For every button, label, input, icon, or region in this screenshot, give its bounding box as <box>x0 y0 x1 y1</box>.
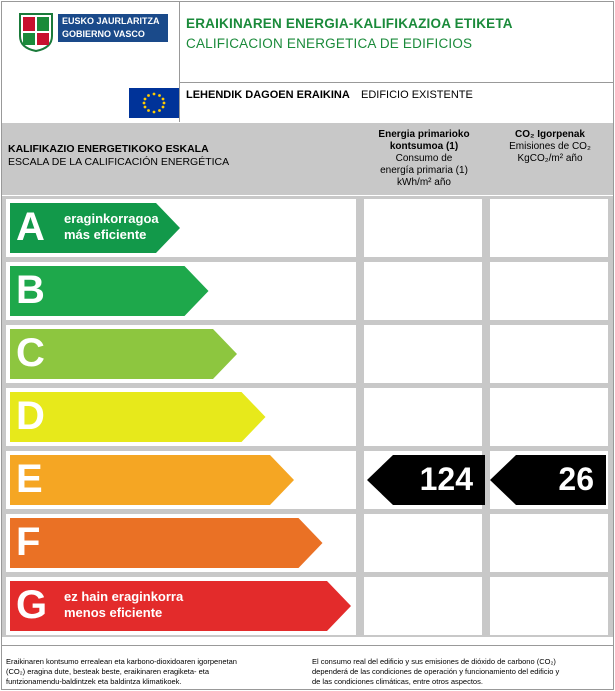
energy-cell <box>364 388 482 446</box>
energy-cell <box>364 199 482 257</box>
energy-cell <box>364 325 482 383</box>
rating-letter: C <box>16 331 45 375</box>
co2-column-header <box>488 129 612 165</box>
rating-bar-a <box>10 203 180 253</box>
energy-indicator <box>367 455 485 505</box>
title-basque: ERAIKINAREN ENERGIA-KALIFIKAZIOA ETIKETA <box>186 16 513 31</box>
footer-es-line1: El consumo real del edificio y sus emisiones de dióxido de carbono (CO₂) <box>312 657 556 666</box>
rating-bar-f <box>10 518 323 568</box>
header-divider <box>179 82 613 83</box>
rating-bar-g <box>10 581 351 631</box>
header-divider-vertical <box>179 2 180 122</box>
energy-cell <box>364 262 482 320</box>
energy-header-line5: kWh/m² año <box>397 177 451 188</box>
footer-note-spanish <box>312 657 607 687</box>
building-type-basque: LEHENDIK DAGOEN ERAIKINA <box>186 89 350 101</box>
logo-line1: EUSKO JAURLARITZA <box>62 16 160 26</box>
co2-cell <box>490 577 608 635</box>
footer-note-basque <box>6 657 301 687</box>
co2-header-line2: Emisiones de CO₂ <box>509 141 591 152</box>
rating-letter: F <box>16 520 41 564</box>
basque-government-emblem-icon <box>16 10 56 52</box>
energy-header-line1: Energia primarioko <box>378 129 470 140</box>
title-spanish: CALIFICACION ENERGETICA DE EDIFICIOS <box>186 36 473 51</box>
rating-letter: E <box>16 457 43 501</box>
energy-header-line4: energía primaria (1) <box>380 165 468 176</box>
rating-letter: G <box>16 583 48 627</box>
logo-box <box>2 2 180 82</box>
rating-letter: D <box>16 394 45 438</box>
footer-eu-line3: funtzionamendu-baldintzek eta baldintza klimatikoek. <box>6 677 182 686</box>
co2-cell <box>490 388 608 446</box>
energy-cell <box>364 577 482 635</box>
scale-title-basque: KALIFIKAZIO ENERGETIKOKO ESKALA <box>8 143 209 155</box>
co2-cell <box>490 262 608 320</box>
co2-header-line3: KgCO₂/m² año <box>517 153 583 164</box>
footer-es-line3: de las condiciones climáticas, entre otros aspectos. <box>312 677 483 686</box>
rating-label-spanish: más eficiente <box>64 227 147 242</box>
logo-line2: GOBIERNO VASCO <box>62 29 145 39</box>
scale-title-spanish: ESCALA DE LA CALIFICACIÓN ENERGÉTICA <box>8 156 230 168</box>
rating-letter: B <box>16 268 45 312</box>
co2-indicator <box>490 455 606 505</box>
rating-bar-e <box>10 455 294 505</box>
building-type-spanish: EDIFICIO EXISTENTE <box>361 89 473 101</box>
footer-es-line2: dependerá de las condiciones de operación y funcionamiento del edificio y <box>312 667 560 676</box>
co2-value: 26 <box>558 461 594 497</box>
rating-letter: A <box>16 205 45 249</box>
energy-header-line3: Consumo de <box>395 153 453 164</box>
footer-eu-line2: (CO₂) eragina dute, besteak beste, eraikinaren eragiketa- eta <box>6 667 210 676</box>
rating-bar-b <box>10 266 209 316</box>
co2-cell <box>490 514 608 572</box>
energy-value: 124 <box>419 461 473 497</box>
eu-flag-icon <box>129 88 179 118</box>
rating-label-basque: ez hain eraginkorra <box>64 589 184 604</box>
energy-column-header <box>362 129 486 189</box>
co2-cell <box>490 199 608 257</box>
co2-cell <box>490 325 608 383</box>
energy-header-line2: kontsumoa (1) <box>389 141 459 152</box>
rating-bar-d <box>10 392 266 442</box>
rating-bar-c <box>10 329 237 379</box>
footer-eu-line1: Eraikinaren kontsumo errealean eta karbono-dioxidoaren igorpenetan <box>6 657 237 666</box>
rating-label-basque: eraginkorragoa <box>64 211 159 226</box>
rating-label-spanish: menos eficiente <box>64 605 163 620</box>
co2-header-line1: CO₂ Igorpenak <box>514 129 585 140</box>
energy-cell <box>364 514 482 572</box>
